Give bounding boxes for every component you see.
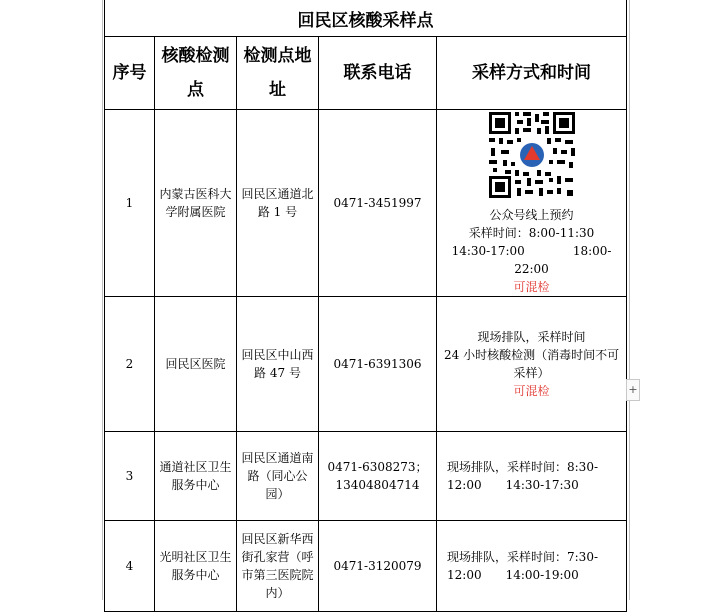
table-row: [105, 432, 627, 521]
method-line: 现场排队，采样时间：8:30-12:00 14:30-17:30: [447, 460, 599, 492]
row-site: 回民区医院: [155, 297, 237, 432]
table-row: [105, 110, 627, 297]
header-no: 序号: [105, 37, 155, 110]
method-line: 14:30-17:00 18:00-22:00: [451, 244, 612, 276]
row-phone: 0471-3451997: [319, 110, 437, 297]
row-no: 2: [105, 297, 155, 432]
qr-code-icon: [487, 110, 577, 200]
row-no: 1: [105, 110, 155, 297]
table-row: [105, 297, 627, 432]
row-phone: 0471-3120079: [319, 521, 437, 612]
header-phone: 联系电话: [319, 37, 437, 110]
header-address: 检测点地址: [237, 37, 319, 110]
table-row: [105, 521, 627, 612]
row-no: 3: [105, 432, 155, 521]
header-row: [105, 37, 627, 110]
row-method: [437, 297, 627, 432]
row-no: 4: [105, 521, 155, 612]
row-address: 回民区新华西街孔家营（呼市第三医院院内）: [237, 521, 319, 612]
row-address: 回民区中山西路 47 号: [237, 297, 319, 432]
method-line: 公众号线上预约: [489, 208, 574, 222]
sampling-sites-table: [104, 0, 627, 612]
header-site: 核酸检测点: [155, 37, 237, 110]
row-method: [437, 432, 627, 521]
mixed-test-note: 可混检: [513, 280, 550, 294]
row-method: [437, 521, 627, 612]
method-line: 现场排队，采样时间: [477, 330, 586, 344]
method-line: 24 小时核酸检测（消毒时间不可采样）: [443, 348, 620, 380]
row-site: 光明社区卫生服务中心: [155, 521, 237, 612]
header-method: 采样方式和时间: [437, 37, 627, 110]
method-line: 现场排队，采样时间：7:30-12:00 14:00-19:00: [447, 550, 599, 582]
row-site: 内蒙古医科大学附属医院: [155, 110, 237, 297]
row-address: 回民区通道北路 1 号: [237, 110, 319, 297]
table-title: 回民区核酸采样点: [105, 0, 627, 37]
row-phone: 0471-6391306: [319, 297, 437, 432]
row-address: 回民区通道南路（同心公园）: [237, 432, 319, 521]
row-phone: 0471-6308273；13404804714: [319, 432, 437, 521]
method-line: 采样时间：8:00-11:30: [468, 226, 595, 240]
mixed-test-note: 可混检: [513, 384, 550, 398]
add-row-button[interactable]: +: [626, 379, 640, 401]
row-site: 通道社区卫生服务中心: [155, 432, 237, 521]
row-method: [437, 110, 627, 297]
